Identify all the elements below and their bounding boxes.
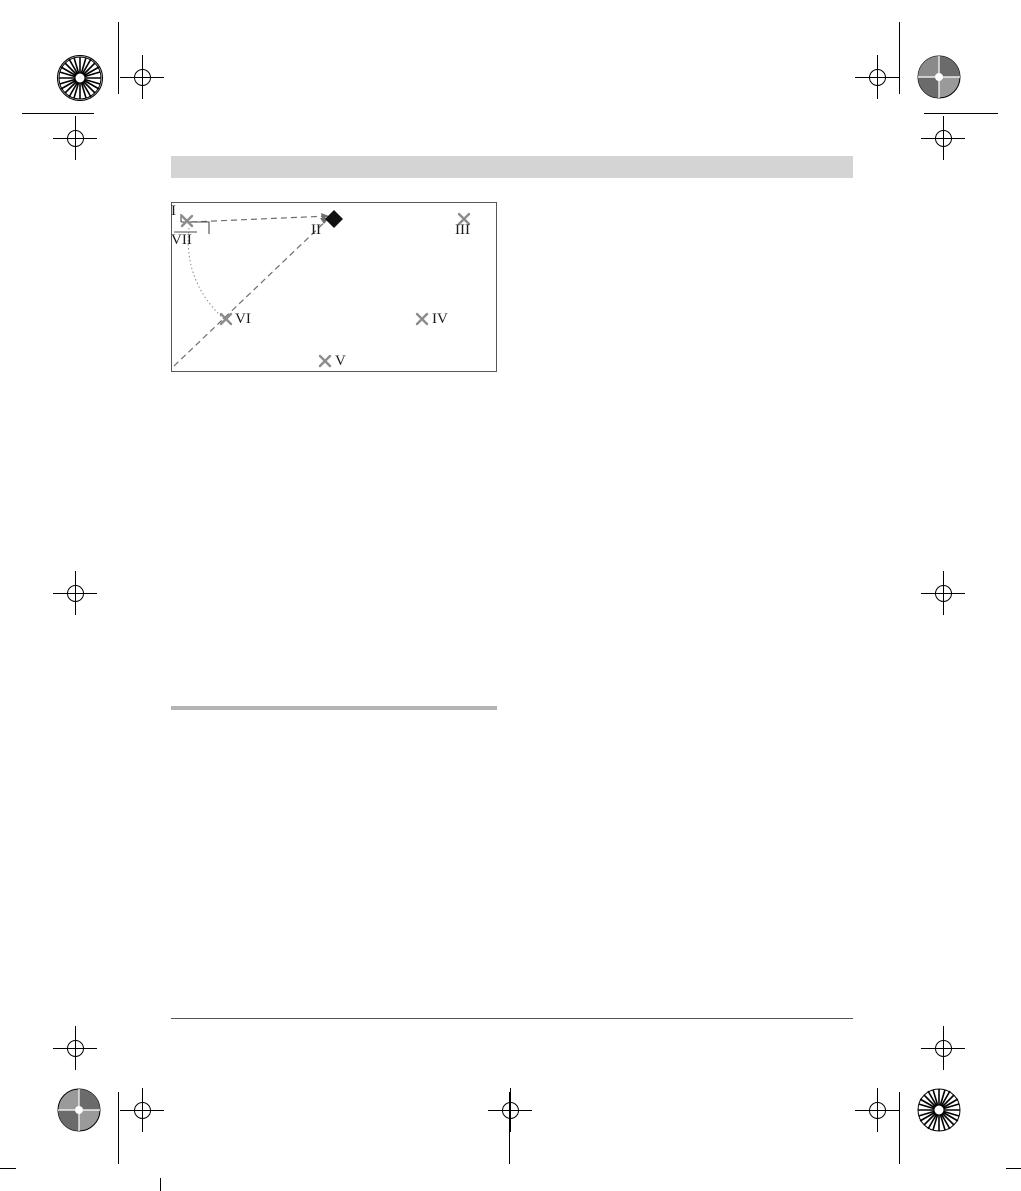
registration-crosshair-top-right xyxy=(855,55,899,99)
trim-line-top-right xyxy=(924,113,998,114)
registration-target-top-right-starburst xyxy=(917,55,961,99)
trim-line-top-left xyxy=(22,113,94,114)
registration-crosshair-top-left xyxy=(120,55,164,99)
trim-line-right-top xyxy=(899,22,900,94)
registration-crosshair-bottom-right xyxy=(855,1088,899,1132)
registration-target-bottom-left-starburst xyxy=(57,1088,101,1132)
figure-graphics xyxy=(171,202,497,372)
trim-line-bottom-right-edge xyxy=(1006,1168,1021,1169)
registration-crosshair-right-lower xyxy=(921,1026,965,1070)
figure-label-V: V xyxy=(335,353,346,369)
registration-crosshair-left-middle xyxy=(53,571,97,615)
gray-header-band xyxy=(171,156,853,178)
figure-container xyxy=(171,202,497,372)
figure-label-II: II xyxy=(311,222,321,238)
registration-crosshair-left-upper xyxy=(53,116,97,160)
section-divider-rule xyxy=(171,706,497,710)
trim-line-bottom-left-edge xyxy=(0,1168,16,1169)
figure-label-VI: VI xyxy=(235,311,251,327)
figure-label-VII: VII xyxy=(171,232,192,248)
trim-line-left-bottom xyxy=(118,1092,119,1164)
registration-target-top-left-starburst xyxy=(57,55,103,101)
registration-crosshair-right-upper xyxy=(921,116,965,160)
registration-target-bottom-right-starburst xyxy=(917,1088,961,1132)
figure-label-IV: IV xyxy=(432,311,448,327)
registration-crosshair-bottom-center xyxy=(488,1088,532,1132)
trim-line-left-top xyxy=(118,22,119,94)
registration-crosshair-bottom-left xyxy=(120,1088,164,1132)
registration-crosshair-right-middle xyxy=(921,571,965,615)
registration-crosshair-left-lower xyxy=(53,1026,97,1070)
figure-label-III: III xyxy=(455,222,470,238)
figure-label-I: I xyxy=(171,203,176,219)
trim-line-right-bottom xyxy=(899,1092,900,1164)
trim-line-center-bottom xyxy=(509,1092,510,1164)
trim-line-bottom-center-tick xyxy=(160,1178,161,1191)
footer-divider-rule xyxy=(171,1018,853,1019)
